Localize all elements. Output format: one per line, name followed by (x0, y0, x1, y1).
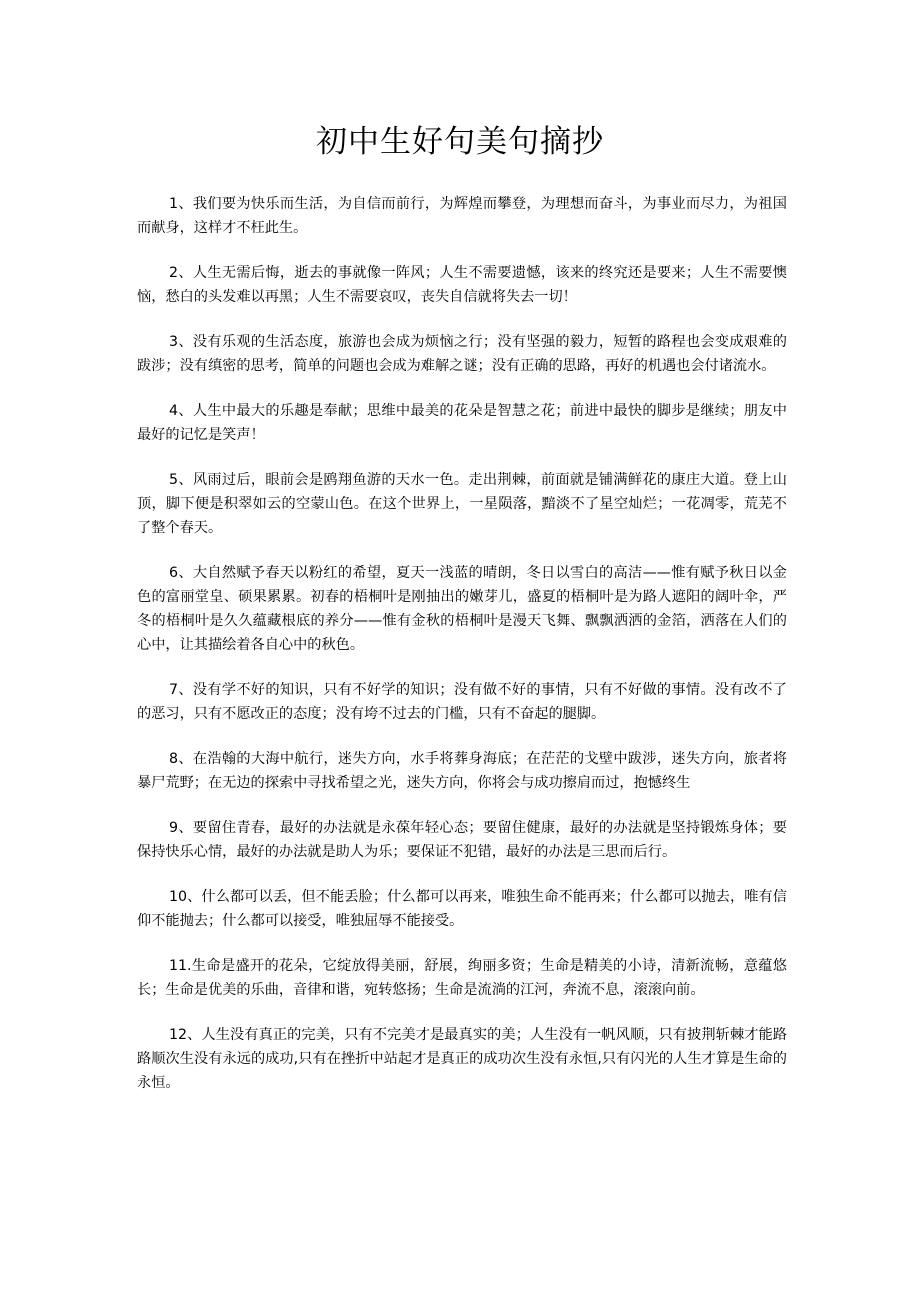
paragraph-8: 8、在浩翰的大海中航行，迷失方向，水手将葬身海底；在茫茫的戈壁中跋涉，迷失方向，旅者将暴尸荒野；在无边的探索中寻找希望之光，迷失方向，你将会与成功擦肩而过，抱憾终生 (137, 751, 787, 791)
paragraph-11: 11.生命是盛开的花朵，它绽放得美丽，舒展，绚丽多资；生命是精美的小诗，清新流畅，意蕴悠长；生命是优美的乐曲，音律和谐，宛转悠扬；生命是流淌的江河，奔流不息，滚滚向前。 (137, 958, 787, 998)
paragraph-4: 4、人生中最大的乐趣是奉献；思维中最美的花朵是智慧之花；前进中最快的脚步是继续；朋友中最好的记忆是笑声！ (137, 403, 787, 443)
paragraph-2: 2、人生无需后悔，逝去的事就像一阵风；人生不需要遗憾，该来的终究还是要来；人生不需要懊恼，愁白的头发难以再黑；人生不需要哀叹，丧失自信就将失去一切！ (137, 265, 787, 305)
document-body (137, 192, 787, 1116)
paragraph-5: 5、风雨过后，眼前会是鸥翔鱼游的天水一色。走出荆棘，前面就是铺满鲜花的康庄大道。登上山顶，脚下便是积翠如云的空蒙山色。在这个世界上，一星陨落，黯淡不了星空灿烂；一花凋零，荒芜不了整个春天。 (137, 472, 787, 536)
paragraph-6: 6、大自然赋予春天以粉红的希望，夏天一浅蓝的晴朗，冬日以雪白的高洁——惟有赋予秋日以金色的富丽堂皇、硕果累累。初春的梧桐叶是刚抽出的嫩芽儿，盛夏的梧桐叶是为路人遮阳的阔叶伞，严冬的梧桐叶是久久蕴藏根底的养分——惟有金秋的梧桐叶是漫天飞舞、飘飘洒洒的金箔，洒落在人们的心中，让其描绘着各自心中的秋色。 (137, 565, 787, 653)
paragraph-7: 7、没有学不好的知识，只有不好学的知识；没有做不好的事情，只有不好做的事情。没有改不了的恶习，只有不愿改正的态度；没有垮不过去的门槛，只有不奋起的腿脚。 (137, 682, 787, 722)
paragraph-1: 1、我们要为快乐而生活，为自信而前行，为辉煌而攀登，为理想而奋斗，为事业而尽力，为祖国而献身，这样才不枉此生。 (137, 196, 787, 236)
paragraph-12: 12、人生没有真正的完美，只有不完美才是最真实的美；人生没有一帆风顺，只有披荆斩棘才能路路顺次生没有永远的成功,只有在挫折中站起才是真正的成功次生没有永恒,只有闪光的人生才算是生命的永恒。 (137, 1027, 787, 1091)
paragraph-3: 3、没有乐观的生活态度，旅游也会成为烦恼之行；没有坚强的毅力，短暂的路程也会变成艰难的跋涉；没有缜密的思考，简单的问题也会成为难解之谜；没有正确的思路，再好的机遇也会付诸流水。 (137, 334, 787, 374)
document-title: 初中生好句美句摘抄 (316, 124, 604, 160)
paragraph-10: 10、什么都可以丢，但不能丢脸；什么都可以再来，唯独生命不能再来；什么都可以抛去，唯有信仰不能抛去；什么都可以接受，唯独屈辱不能接受。 (137, 889, 787, 929)
paragraph-9: 9、要留住青春，最好的办法就是永葆年轻心态；要留住健康，最好的办法就是坚持锻炼身体；要保持快乐心情，最好的办法就是助人为乐；要保证不犯错，最好的办法是三思而后行。 (137, 820, 787, 860)
